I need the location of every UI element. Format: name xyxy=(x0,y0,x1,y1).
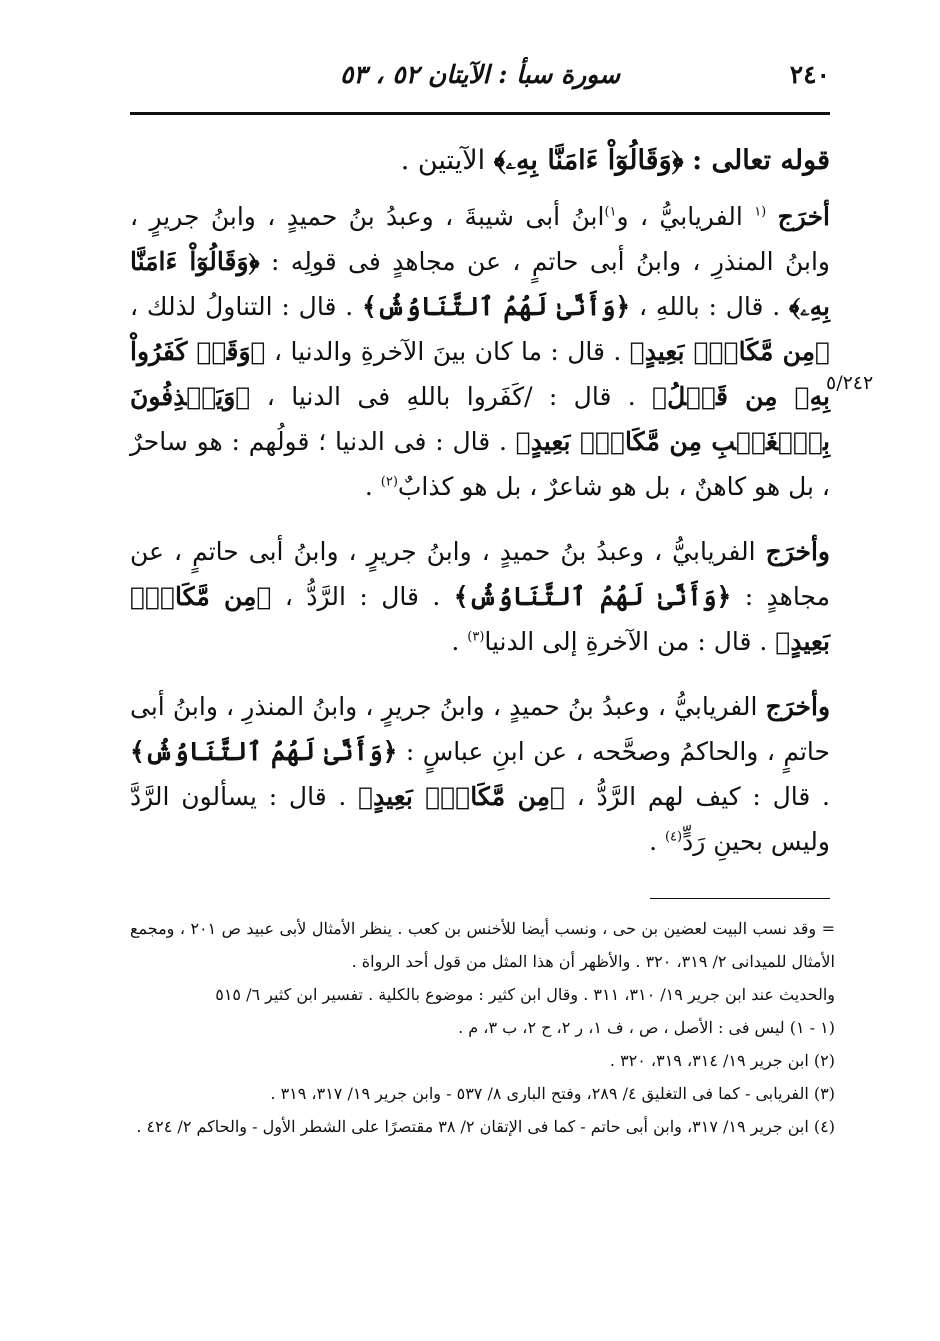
quran-quote: ﴿وَأَنَّىٰ لَهُمُ ٱلتَّنَاوُشُ﴾ xyxy=(130,737,398,766)
paragraph-text: . قال : من الآخرةِ إلى الدنيا xyxy=(484,627,768,656)
footnote-continued: = وقد نسب البيت لعضين بن حى ، ونسب أيضا للأخنس بن كعب . ينظر الأمثال لأبى عبيد ص ٢٠١ ، ومجمع الأمثال للميدانى ٢/ ٣١٩، ٣٢٠ . والأظهر أن هذا المثل من قول أحد الرواة . xyxy=(130,919,835,971)
page-header xyxy=(130,52,830,104)
paragraph-text: . قال : يسألون الرَّدَّ وليس بحينِ رَدٍّ xyxy=(130,782,830,856)
paragraph-text: . قال : الرَّدُّ ، xyxy=(284,582,441,611)
heading-lead: قوله تعالى : xyxy=(692,145,830,176)
quran-quote: ﴿وَيَقۡذِفُونَ بِٱلۡغَيۡبِ مِن مَّكَانِۭ بَعِيدٍ﴾ xyxy=(130,382,831,456)
footnotes xyxy=(130,912,835,1143)
footnote-separator xyxy=(650,898,830,899)
paragraph-lead: وأخرَج xyxy=(765,537,830,566)
footnote-4: (٤) ابن جرير ١٩/ ٣١٧، وابن أبى حاتم - كما فى الإتقان ٢/ ٣٨ مقتصرًا على الشطر الأول - والحاكم ٢/ ٤٢٤ . xyxy=(136,1117,835,1136)
quran-quote: ﴿وَقَدۡ كَفَرُواْ بِهِۦ مِن قَبۡلُ﴾ xyxy=(130,337,831,411)
paragraph-text: . قال : /كَفَروا باللهِ فى الدنيا ، xyxy=(266,382,636,411)
paragraph-text: . قال : فى الدنيا ؛ قولُهم : هو ساحرٌ ، بل هو كاهنٌ ، بل هو شاعرٌ ، بل هو كذابٌ xyxy=(130,427,830,501)
margin-volume-page-note: ٥/٢٤٢ xyxy=(826,372,874,394)
footnote-ref[interactable]: ١) xyxy=(604,204,617,220)
heading-tail: الآيتين . xyxy=(400,145,486,176)
paragraph-end: . xyxy=(649,827,658,856)
quran-quote: ﴿وَقَالُوٓاْ ءَامَنَّا بِهِۦ﴾ xyxy=(493,145,684,176)
section-heading xyxy=(130,138,830,184)
paragraph-lead: أخرَج xyxy=(777,202,830,231)
paragraph-1 xyxy=(130,194,830,509)
main-text xyxy=(130,138,830,884)
footnote-ref[interactable]: (٤) xyxy=(664,829,683,845)
footnote-ref[interactable]: (٢) xyxy=(380,474,398,490)
paragraph-end: . xyxy=(364,472,373,501)
footnote-2: (٢) ابن جرير ١٩/ ٣١٤، ٣١٩، ٣٢٠ . xyxy=(609,1051,835,1070)
paragraph-text: الفريابيُّ ، وعبدُ بنُ حميدٍ ، وابنُ جريرٍ ، وابنُ المنذرِ ، وابنُ أبى حاتمٍ ، والحاكمُ وصحَّحه ، عن ابنِ عباسٍ : xyxy=(130,692,830,766)
footnote-ref[interactable]: (٣) xyxy=(467,629,485,645)
footnote-ref[interactable]: (١ xyxy=(754,204,767,220)
paragraph-text: الفريابيُّ ، و xyxy=(616,202,743,231)
paragraph-text: . قال : باللهِ ، xyxy=(638,292,781,321)
header-rule xyxy=(130,112,830,115)
paragraph-text: . قال : التناولُ لذلك ، xyxy=(130,292,354,321)
footnote-3: (٣) الفريابى - كما فى التغليق ٤/ ٢٨٩، وفتح البارى ٨/ ٥٣٧ - وابن جرير ١٩/ ٣١٧، ٣١٩ . xyxy=(270,1084,835,1103)
paragraph-3 xyxy=(130,684,830,864)
quran-quote: ﴿وَقَالُوٓاْ ءَامَنَّا بِهِۦ﴾ xyxy=(130,247,830,321)
paragraph-text: ابنُ أبى شيبةَ ، وعبدُ بنُ حميدٍ ، وابنُ جريرٍ ، وابنُ المنذرِ ، وابنُ أبى حاتمٍ ، عن مجاهدٍ فى قولِه : xyxy=(130,202,830,276)
paragraph-2 xyxy=(130,529,830,664)
quran-quote: ﴿مِن مَّكَانِۭ بَعِيدٍ﴾ xyxy=(130,582,830,656)
paragraph-end: . xyxy=(451,627,460,656)
paragraph-text: . قال : كيف لهم الرَّدُّ ، xyxy=(576,782,831,811)
paragraph-text: الفريابيُّ ، وعبدُ بنُ حميدٍ ، وابنُ جريرٍ ، وابنُ أبى حاتمٍ ، عن مجاهدٍ : xyxy=(130,537,831,611)
quran-quote: ﴿وَأَنَّىٰ لَهُمُ ٱلتَّنَاوُشُ﴾ xyxy=(453,582,732,611)
quran-quote: ﴿مِن مَّكَانِۭ بَعِيدٍ﴾ xyxy=(629,337,830,366)
running-title: سورة سبأ : الآيتان ٥٢ ، ٥٣ xyxy=(339,60,621,89)
footnote-1: (١ - ١) ليس فى : الأصل ، ص ، ف ١، ر ٢، ح ٢، ب ٣، م . xyxy=(458,1018,835,1037)
page-number: ٢٤٠ xyxy=(789,60,830,89)
quran-quote: ﴿مِن مَّكَانِۭ بَعِيدٍ﴾ xyxy=(358,782,566,811)
quran-quote: ﴿وَأَنَّىٰ لَهُمُ ٱلتَّنَاوُشُ﴾ xyxy=(361,292,631,321)
paragraph-lead: وأخرَج xyxy=(765,692,831,721)
footnote-hadith-note: والحديث عند ابن جرير ١٩/ ٣١٠، ٣١١ . وقال ابن كثير : موضوع بالكلية . تفسير ابن كثير ٦/ ٥١٥ xyxy=(215,985,835,1004)
paragraph-text: . قال : ما كان بينَ الآخرةِ والدنيا ، xyxy=(273,337,622,366)
